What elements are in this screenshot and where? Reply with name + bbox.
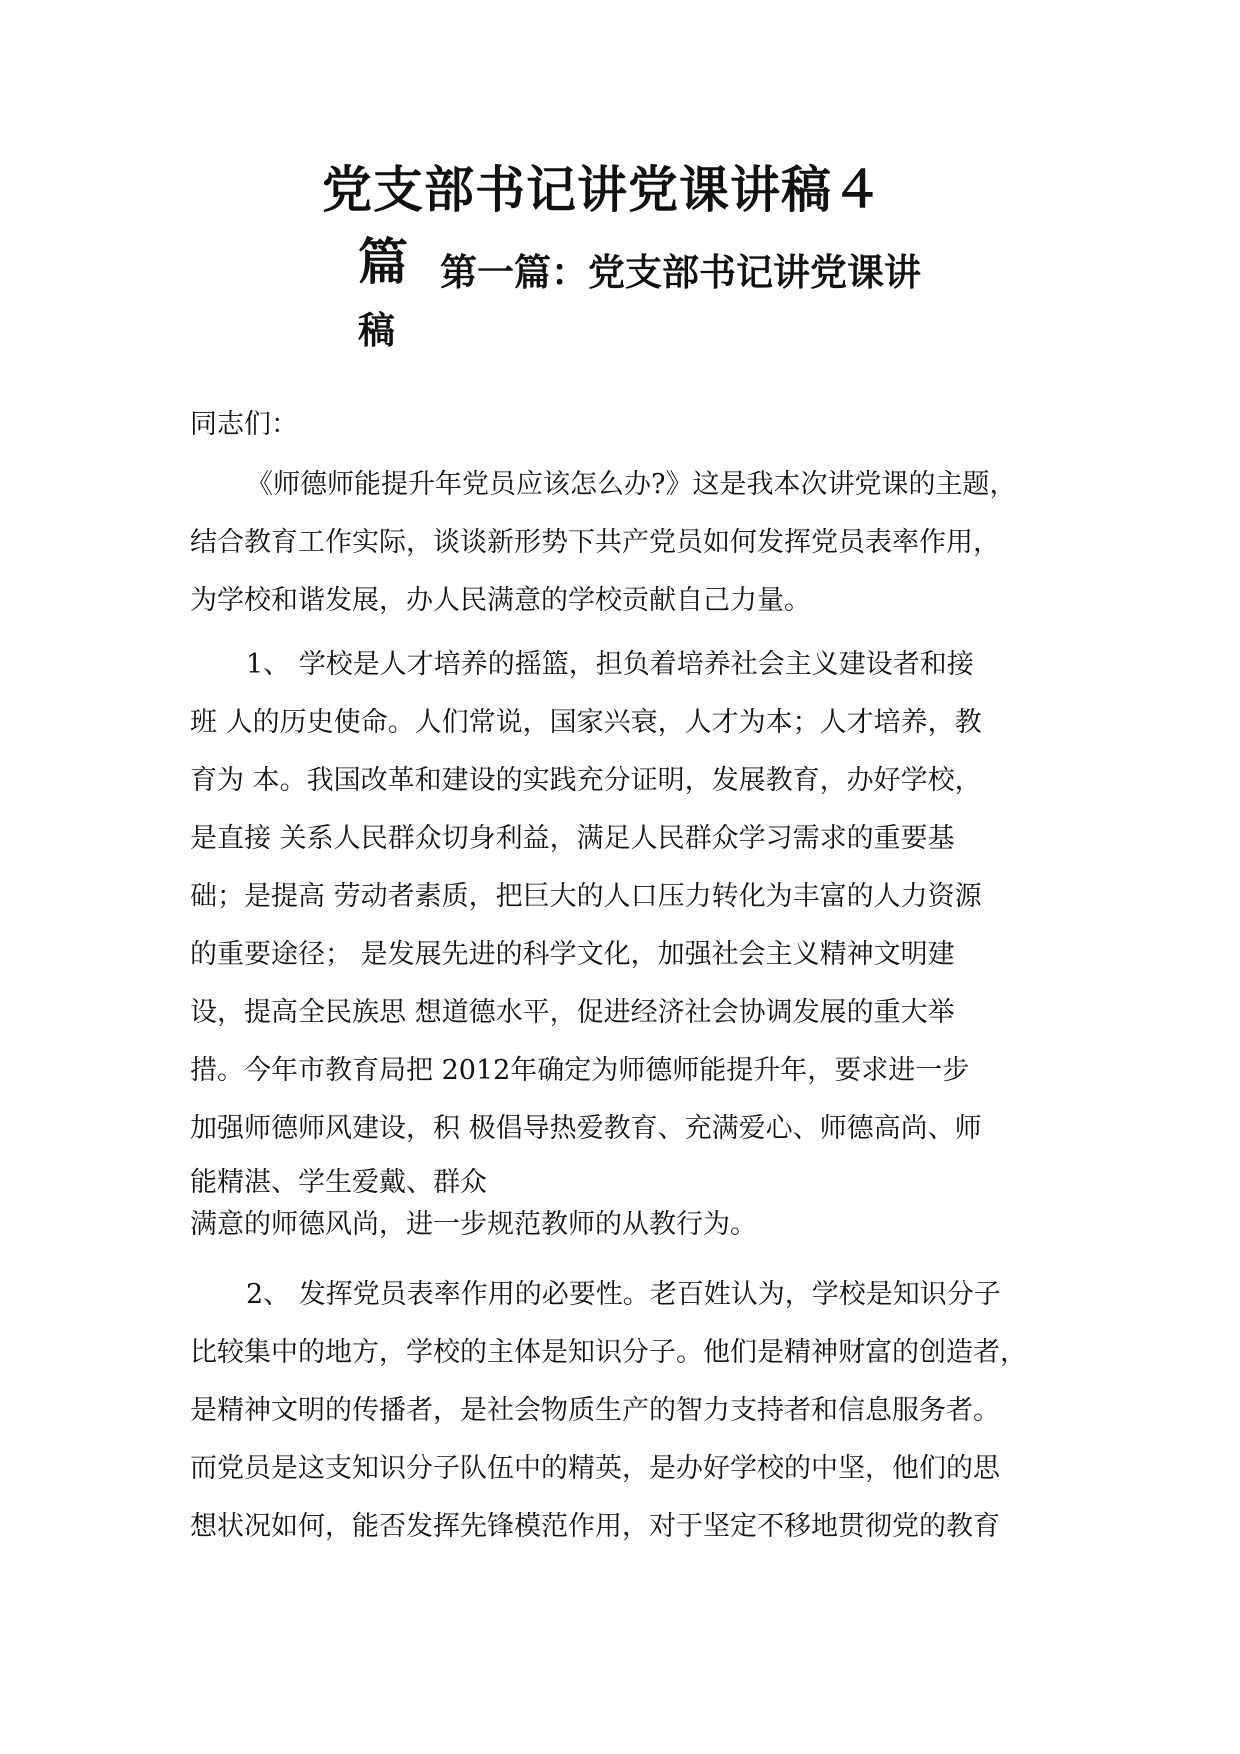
body-line: 比较集中的地方，学校的主体是知识分子。他们是精神财富的创造者， [190, 1337, 1027, 1368]
body-line: 班 人的历史使命。人们常说，国家兴衰，人才为本；人才培养，教 [190, 707, 982, 738]
body-line: 满意的师德风尚，进一步规范教师的从教行为。 [190, 1209, 757, 1240]
greeting: 同志们： [190, 409, 298, 440]
document-title-continuation: 篇 [358, 232, 408, 291]
body-line: 础；是提高 劳动者素质，把巨大的人口压力转化为丰富的人力资源 [190, 881, 982, 912]
body-line: 加强师德师风建设，积 极倡导热爱教育、充满爱心、师德高尚、师 [190, 1113, 982, 1144]
body-line: 想状况如何，能否发挥先锋模范作用，对于坚定不移地贯彻党的教育 [190, 1511, 1000, 1542]
body-line: 育为 本。我国改革和建设的实践充分证明，发展教育，办好学校， [190, 765, 982, 796]
body-line: 的重要途径； 是发展先进的科学文化，加强社会主义精神文明建 [190, 939, 955, 970]
body-line: 为学校和谐发展，办人民满意的学校贡献自己力量。 [190, 585, 811, 616]
body-line: 设，提高全民族思 想道德水平，促进经济社会协调发展的重大举 [190, 997, 955, 1028]
body-line: 结合教育工作实际，谈谈新形势下共产党员如何发挥党员表率作用， [190, 527, 1000, 558]
section-heading-line-1: 第一篇：党支部书记讲党课讲 [440, 250, 921, 294]
body-line: 措。今年市教育局把 2012年确定为师德师能提升年，要求进一步 [190, 1055, 970, 1086]
section-heading-line-2: 稿 [358, 308, 395, 352]
body-line: 是直接 关系人民群众切身利益，满足人民群众学习需求的重要基 [190, 823, 955, 854]
body-line: 能精湛、学生爱戴、群众 [190, 1167, 487, 1198]
body-line: 而党员是这支知识分子队伍中的精英，是办好学校的中坚，他们的思 [190, 1453, 1000, 1484]
body-line: 是精神文明的传播者，是社会物质生产的智力支持者和信息服务者。 [190, 1395, 1000, 1426]
document-title: 党支部书记讲党课讲稿４ [322, 160, 883, 219]
body-line: 2、 发挥党员表率作用的必要性。老百姓认为，学校是知识分子 [246, 1279, 1001, 1310]
body-line: 《师德师能提升年党员应该怎么办?》这是我本次讲党课的主题， [246, 469, 1017, 500]
body-line: 1、 学校是人才培养的摇篮，担负着培养社会主义建设者和接 [246, 649, 974, 680]
